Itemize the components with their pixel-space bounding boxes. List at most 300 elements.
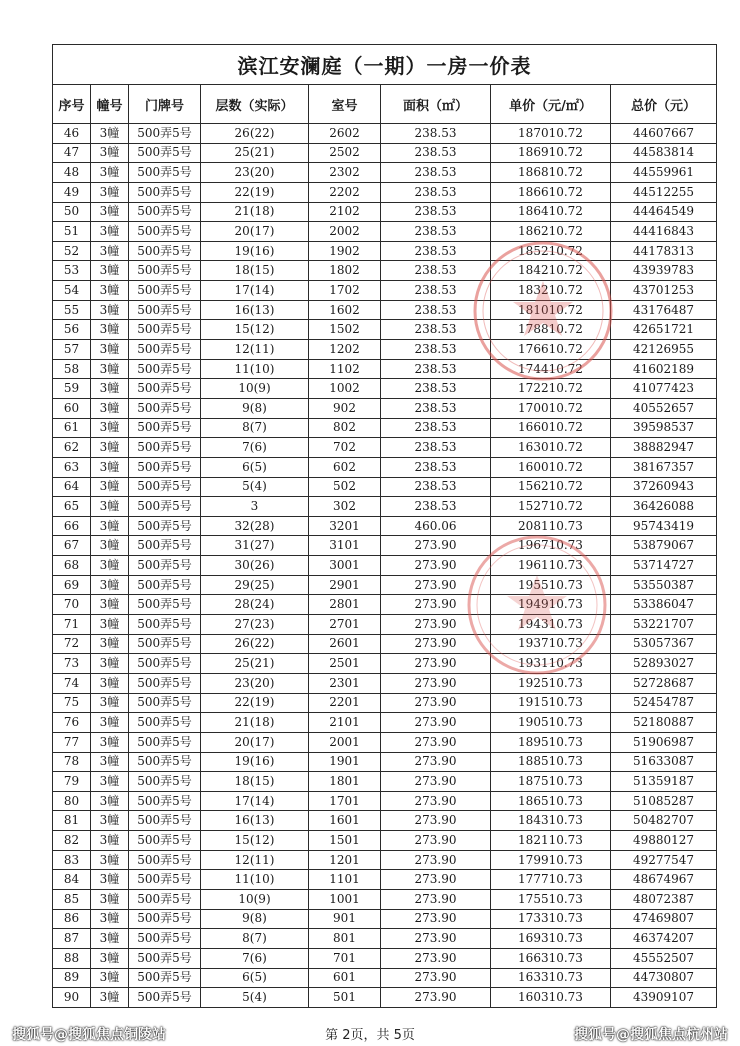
col-area-header: 面积（㎡）: [381, 85, 491, 124]
col-room-cell: 2901: [309, 575, 381, 595]
col-floor-cell: 8(7): [201, 929, 309, 949]
col-unit-price-cell: 190510.73: [491, 713, 611, 733]
col-address-cell: 500弄5号: [129, 261, 201, 281]
col-building-cell: 3幢: [91, 477, 129, 497]
col-seq-cell: 90: [53, 988, 91, 1008]
table-row: [53, 968, 717, 988]
col-floor-cell: 6(5): [201, 968, 309, 988]
col-total-price-cell: 40552657: [611, 398, 717, 418]
col-building-cell: 3幢: [91, 850, 129, 870]
col-building-cell: 3幢: [91, 163, 129, 183]
col-floor-cell: 16(13): [201, 811, 309, 831]
col-seq-cell: 82: [53, 831, 91, 851]
table-row: [53, 595, 717, 615]
col-total-price-cell: 50482707: [611, 811, 717, 831]
table-row: [53, 438, 717, 458]
col-unit-price-cell: 183210.72: [491, 281, 611, 301]
col-room-cell: 2102: [309, 202, 381, 222]
col-total-price-cell: 53879067: [611, 536, 717, 556]
col-area-cell: 238.53: [381, 182, 491, 202]
col-address-cell: 500弄5号: [129, 713, 201, 733]
col-floor-cell: 5(4): [201, 988, 309, 1008]
table-row: [53, 556, 717, 576]
col-address-cell: 500弄5号: [129, 772, 201, 792]
col-total-price-cell: 37260943: [611, 477, 717, 497]
col-unit-price-cell: 174410.72: [491, 359, 611, 379]
col-total-price-cell: 39598537: [611, 418, 717, 438]
col-total-price-cell: 53714727: [611, 556, 717, 576]
col-address-cell: 500弄5号: [129, 398, 201, 418]
page-number: 第 2页，共 5页: [325, 1028, 415, 1043]
col-area-cell: 238.53: [381, 222, 491, 242]
col-address-cell: 500弄5号: [129, 340, 201, 360]
col-address-cell: 500弄5号: [129, 595, 201, 615]
col-total-price-cell: 42651721: [611, 320, 717, 340]
table-row: [53, 929, 717, 949]
col-seq-cell: 70: [53, 595, 91, 615]
col-building-cell: 3幢: [91, 811, 129, 831]
col-area-cell: 238.53: [381, 124, 491, 144]
col-address-cell: 500弄5号: [129, 497, 201, 517]
col-total-price-cell: 44178313: [611, 241, 717, 261]
col-room-cell: 2602: [309, 124, 381, 144]
col-seq-cell: 80: [53, 791, 91, 811]
col-address-cell: 500弄5号: [129, 182, 201, 202]
col-room-cell: 2202: [309, 182, 381, 202]
col-building-cell: 3幢: [91, 536, 129, 556]
table-row: [53, 398, 717, 418]
table-row: [53, 516, 717, 536]
col-address-cell: 500弄5号: [129, 752, 201, 772]
col-unit-price-cell: 181010.72: [491, 300, 611, 320]
col-unit-price-cell: 179910.73: [491, 850, 611, 870]
col-area-cell: 238.53: [381, 457, 491, 477]
col-address-cell: 500弄5号: [129, 634, 201, 654]
col-unit-price-cell: 177710.73: [491, 870, 611, 890]
col-seq-cell: 72: [53, 634, 91, 654]
col-unit-price-cell: 192510.73: [491, 673, 611, 693]
col-total-price-cell: 41602189: [611, 359, 717, 379]
col-total-price-cell: 48674967: [611, 870, 717, 890]
col-room-cell: 902: [309, 398, 381, 418]
col-room-cell: 302: [309, 497, 381, 517]
col-unit-price-cell: 170010.72: [491, 398, 611, 418]
col-seq-cell: 85: [53, 889, 91, 909]
col-address-cell: 500弄5号: [129, 379, 201, 399]
col-building-cell: 3幢: [91, 713, 129, 733]
col-total-price-cell: 36426088: [611, 497, 717, 517]
table-row: [53, 320, 717, 340]
col-room-cell: 2302: [309, 163, 381, 183]
col-address-cell: 500弄5号: [129, 536, 201, 556]
col-room-cell: 2201: [309, 693, 381, 713]
col-total-price-cell: 45552507: [611, 948, 717, 968]
col-floor-cell: 28(24): [201, 595, 309, 615]
col-total-price-cell: 44583814: [611, 143, 717, 163]
col-address-cell: 500弄5号: [129, 320, 201, 340]
table-row: [53, 536, 717, 556]
col-area-cell: 273.90: [381, 968, 491, 988]
col-floor-cell: 9(8): [201, 398, 309, 418]
col-address-cell: 500弄5号: [129, 202, 201, 222]
col-total-price-cell: 44512255: [611, 182, 717, 202]
col-room-cell: 1801: [309, 772, 381, 792]
col-address-cell: 500弄5号: [129, 693, 201, 713]
col-floor-cell: 20(17): [201, 732, 309, 752]
col-seq-cell: 61: [53, 418, 91, 438]
col-address-cell: 500弄5号: [129, 654, 201, 674]
col-room-cell: 802: [309, 418, 381, 438]
col-building-cell: 3幢: [91, 909, 129, 929]
col-unit-price-cell: 208110.73: [491, 516, 611, 536]
col-total-price-cell: 49277547: [611, 850, 717, 870]
col-room-header: 室号: [309, 85, 381, 124]
col-total-price-cell: 47469807: [611, 909, 717, 929]
col-building-cell: 3幢: [91, 182, 129, 202]
col-unit-price-cell: 178810.72: [491, 320, 611, 340]
col-room-cell: 702: [309, 438, 381, 458]
col-room-cell: 701: [309, 948, 381, 968]
col-room-cell: 2502: [309, 143, 381, 163]
col-seq-cell: 65: [53, 497, 91, 517]
col-room-cell: 1802: [309, 261, 381, 281]
col-floor-cell: 11(10): [201, 870, 309, 890]
col-total-price-cell: 52454787: [611, 693, 717, 713]
col-unit-price-cell: 166310.73: [491, 948, 611, 968]
col-floor-cell: 3: [201, 497, 309, 517]
col-seq-cell: 87: [53, 929, 91, 949]
col-room-cell: 1202: [309, 340, 381, 360]
col-unit-price-cell: 169310.73: [491, 929, 611, 949]
table-row: [53, 222, 717, 242]
col-address-cell: 500弄5号: [129, 241, 201, 261]
col-floor-cell: 21(18): [201, 713, 309, 733]
col-total-price-cell: 43909107: [611, 988, 717, 1008]
col-floor-cell: 10(9): [201, 379, 309, 399]
col-room-cell: 1702: [309, 281, 381, 301]
table-body: [53, 124, 717, 1008]
col-floor-cell: 11(10): [201, 359, 309, 379]
col-seq-cell: 79: [53, 772, 91, 792]
col-address-cell: 500弄5号: [129, 222, 201, 242]
col-unit-price-header: 单价（元/㎡）: [491, 85, 611, 124]
col-unit-price-cell: 196710.73: [491, 536, 611, 556]
col-address-cell: 500弄5号: [129, 438, 201, 458]
col-building-cell: 3幢: [91, 693, 129, 713]
col-floor-cell: 19(16): [201, 752, 309, 772]
col-total-price-cell: 53221707: [611, 615, 717, 635]
col-area-cell: 273.90: [381, 713, 491, 733]
col-area-cell: 238.53: [381, 340, 491, 360]
col-area-cell: 238.53: [381, 359, 491, 379]
col-room-cell: 3101: [309, 536, 381, 556]
table-row: [53, 811, 717, 831]
col-area-cell: 273.90: [381, 556, 491, 576]
col-building-cell: 3幢: [91, 202, 129, 222]
col-room-cell: 1001: [309, 889, 381, 909]
col-seq-cell: 68: [53, 556, 91, 576]
col-building-cell: 3幢: [91, 438, 129, 458]
col-area-cell: 273.90: [381, 634, 491, 654]
col-room-cell: 1901: [309, 752, 381, 772]
col-total-price-cell: 53386047: [611, 595, 717, 615]
table-row: [53, 477, 717, 497]
col-room-cell: 1501: [309, 831, 381, 851]
table-row: [53, 831, 717, 851]
col-building-cell: 3幢: [91, 752, 129, 772]
col-address-cell: 500弄5号: [129, 988, 201, 1008]
col-room-cell: 1902: [309, 241, 381, 261]
col-address-cell: 500弄5号: [129, 889, 201, 909]
col-seq-cell: 63: [53, 457, 91, 477]
col-area-cell: 238.53: [381, 398, 491, 418]
col-room-cell: 1201: [309, 850, 381, 870]
col-room-cell: 1102: [309, 359, 381, 379]
col-area-cell: 238.53: [381, 320, 491, 340]
col-room-cell: 1002: [309, 379, 381, 399]
col-unit-price-cell: 186810.72: [491, 163, 611, 183]
col-room-cell: 1701: [309, 791, 381, 811]
col-building-cell: 3幢: [91, 379, 129, 399]
col-address-cell: 500弄5号: [129, 575, 201, 595]
col-address-cell: 500弄5号: [129, 359, 201, 379]
col-floor-cell: 10(9): [201, 889, 309, 909]
col-unit-price-cell: 156210.72: [491, 477, 611, 497]
col-room-cell: 1602: [309, 300, 381, 320]
col-area-cell: 273.90: [381, 615, 491, 635]
col-unit-price-cell: 193110.73: [491, 654, 611, 674]
col-building-cell: 3幢: [91, 143, 129, 163]
col-floor-cell: 25(21): [201, 143, 309, 163]
col-unit-price-cell: 163310.73: [491, 968, 611, 988]
col-room-cell: 502: [309, 477, 381, 497]
col-total-price-cell: 43701253: [611, 281, 717, 301]
col-seq-cell: 77: [53, 732, 91, 752]
table-row: [53, 281, 717, 301]
col-unit-price-cell: 195510.73: [491, 575, 611, 595]
col-building-cell: 3幢: [91, 732, 129, 752]
col-floor-header: 层数（实际）: [201, 85, 309, 124]
col-seq-cell: 57: [53, 340, 91, 360]
table-row: [53, 497, 717, 517]
col-building-cell: 3幢: [91, 575, 129, 595]
watermark-right: 搜狐号@搜狐焦点杭州站: [574, 1027, 728, 1043]
col-building-cell: 3幢: [91, 300, 129, 320]
col-building-cell: 3幢: [91, 457, 129, 477]
col-area-cell: 273.90: [381, 772, 491, 792]
col-seq-cell: 64: [53, 477, 91, 497]
col-building-cell: 3幢: [91, 889, 129, 909]
col-total-price-cell: 51633087: [611, 752, 717, 772]
col-room-cell: 2701: [309, 615, 381, 635]
col-unit-price-cell: 194310.73: [491, 615, 611, 635]
col-unit-price-cell: 189510.73: [491, 732, 611, 752]
col-floor-cell: 21(18): [201, 202, 309, 222]
table-row: [53, 732, 717, 752]
col-floor-cell: 18(15): [201, 261, 309, 281]
table-row: [53, 752, 717, 772]
col-address-cell: 500弄5号: [129, 615, 201, 635]
col-floor-cell: 23(20): [201, 673, 309, 693]
col-building-cell: 3幢: [91, 222, 129, 242]
col-total-price-cell: 38882947: [611, 438, 717, 458]
table-row: [53, 693, 717, 713]
col-floor-cell: 27(23): [201, 615, 309, 635]
col-floor-cell: 20(17): [201, 222, 309, 242]
col-floor-cell: 7(6): [201, 948, 309, 968]
col-seq-cell: 66: [53, 516, 91, 536]
table-row: [53, 870, 717, 890]
col-building-cell: 3幢: [91, 418, 129, 438]
col-building-cell: 3幢: [91, 556, 129, 576]
col-floor-cell: 16(13): [201, 300, 309, 320]
col-building-cell: 3幢: [91, 615, 129, 635]
col-area-cell: 238.53: [381, 418, 491, 438]
col-total-price-cell: 95743419: [611, 516, 717, 536]
col-floor-cell: 29(25): [201, 575, 309, 595]
col-address-cell: 500弄5号: [129, 732, 201, 752]
col-area-cell: 273.90: [381, 693, 491, 713]
col-seq-cell: 51: [53, 222, 91, 242]
col-building-cell: 3幢: [91, 929, 129, 949]
table-row: [53, 713, 717, 733]
col-floor-cell: 12(11): [201, 340, 309, 360]
col-unit-price-cell: 175510.73: [491, 889, 611, 909]
watermark-left: 搜狐号@搜狐焦点铜陵站: [12, 1027, 166, 1043]
col-unit-price-cell: 184210.72: [491, 261, 611, 281]
col-building-cell: 3幢: [91, 398, 129, 418]
col-seq-cell: 49: [53, 182, 91, 202]
col-unit-price-cell: 160310.73: [491, 988, 611, 1008]
col-area-cell: 273.90: [381, 948, 491, 968]
col-seq-cell: 58: [53, 359, 91, 379]
col-floor-cell: 26(22): [201, 124, 309, 144]
col-unit-price-cell: 185210.72: [491, 241, 611, 261]
col-unit-price-cell: 173310.73: [491, 909, 611, 929]
col-area-cell: 238.53: [381, 241, 491, 261]
table-row: [53, 379, 717, 399]
col-floor-cell: 19(16): [201, 241, 309, 261]
col-area-cell: 273.90: [381, 575, 491, 595]
col-building-cell: 3幢: [91, 497, 129, 517]
col-total-price-cell: 44730807: [611, 968, 717, 988]
table-row: [53, 772, 717, 792]
col-total-price-cell: 42126955: [611, 340, 717, 360]
col-room-cell: 801: [309, 929, 381, 949]
col-seq-cell: 52: [53, 241, 91, 261]
col-unit-price-cell: 186610.72: [491, 182, 611, 202]
col-address-cell: 500弄5号: [129, 870, 201, 890]
col-seq-cell: 47: [53, 143, 91, 163]
col-floor-cell: 18(15): [201, 772, 309, 792]
col-seq-cell: 78: [53, 752, 91, 772]
col-floor-cell: 23(20): [201, 163, 309, 183]
col-address-cell: 500弄5号: [129, 556, 201, 576]
table-row: [53, 261, 717, 281]
col-floor-cell: 17(14): [201, 281, 309, 301]
col-room-cell: 601: [309, 968, 381, 988]
col-total-price-cell: 49880127: [611, 831, 717, 851]
col-seq-cell: 76: [53, 713, 91, 733]
col-seq-cell: 83: [53, 850, 91, 870]
col-address-cell: 500弄5号: [129, 673, 201, 693]
table-row: [53, 359, 717, 379]
col-area-cell: 238.53: [381, 497, 491, 517]
col-building-cell: 3幢: [91, 261, 129, 281]
col-seq-cell: 62: [53, 438, 91, 458]
table-row: [53, 457, 717, 477]
col-floor-cell: 15(12): [201, 831, 309, 851]
col-floor-cell: 9(8): [201, 909, 309, 929]
col-building-cell: 3幢: [91, 124, 129, 144]
col-floor-cell: 7(6): [201, 438, 309, 458]
table-row: [53, 163, 717, 183]
col-room-cell: 1101: [309, 870, 381, 890]
table-row: [53, 418, 717, 438]
col-room-cell: 2801: [309, 595, 381, 615]
price-table: [52, 44, 717, 1008]
col-floor-cell: 30(26): [201, 556, 309, 576]
col-address-cell: 500弄5号: [129, 163, 201, 183]
col-room-cell: 2001: [309, 732, 381, 752]
price-list-sheet: [52, 44, 716, 1008]
col-building-cell: 3幢: [91, 359, 129, 379]
col-unit-price-cell: 186510.73: [491, 791, 611, 811]
col-building-cell: 3幢: [91, 595, 129, 615]
col-floor-cell: 32(28): [201, 516, 309, 536]
col-unit-price-cell: 152710.72: [491, 497, 611, 517]
table-row: [53, 340, 717, 360]
col-floor-cell: 12(11): [201, 850, 309, 870]
col-area-cell: 273.90: [381, 595, 491, 615]
col-area-cell: 238.53: [381, 300, 491, 320]
col-floor-cell: 31(27): [201, 536, 309, 556]
col-room-cell: 901: [309, 909, 381, 929]
col-room-cell: 2301: [309, 673, 381, 693]
col-area-cell: 273.90: [381, 850, 491, 870]
col-total-price-cell: 51085287: [611, 791, 717, 811]
col-seq-cell: 88: [53, 948, 91, 968]
col-area-cell: 273.90: [381, 536, 491, 556]
col-floor-cell: 22(19): [201, 693, 309, 713]
col-area-cell: 273.90: [381, 909, 491, 929]
col-address-cell: 500弄5号: [129, 418, 201, 438]
col-building-cell: 3幢: [91, 320, 129, 340]
col-total-price-cell: 43939783: [611, 261, 717, 281]
col-area-cell: 238.53: [381, 477, 491, 497]
table-row: [53, 615, 717, 635]
col-area-cell: 273.90: [381, 870, 491, 890]
col-seq-cell: 71: [53, 615, 91, 635]
col-building-cell: 3幢: [91, 988, 129, 1008]
col-total-price-cell: 46374207: [611, 929, 717, 949]
col-area-cell: 273.90: [381, 654, 491, 674]
col-building-cell: 3幢: [91, 634, 129, 654]
col-seq-cell: 55: [53, 300, 91, 320]
col-total-price-cell: 52893027: [611, 654, 717, 674]
col-total-price-cell: 51359187: [611, 772, 717, 792]
col-address-cell: 500弄5号: [129, 124, 201, 144]
col-floor-cell: 8(7): [201, 418, 309, 438]
col-seq-cell: 73: [53, 654, 91, 674]
table-row: [53, 791, 717, 811]
col-unit-price-cell: 196110.73: [491, 556, 611, 576]
col-area-cell: 273.90: [381, 752, 491, 772]
col-room-cell: 602: [309, 457, 381, 477]
col-floor-cell: 25(21): [201, 654, 309, 674]
table-row: [53, 948, 717, 968]
col-unit-price-cell: 166010.72: [491, 418, 611, 438]
